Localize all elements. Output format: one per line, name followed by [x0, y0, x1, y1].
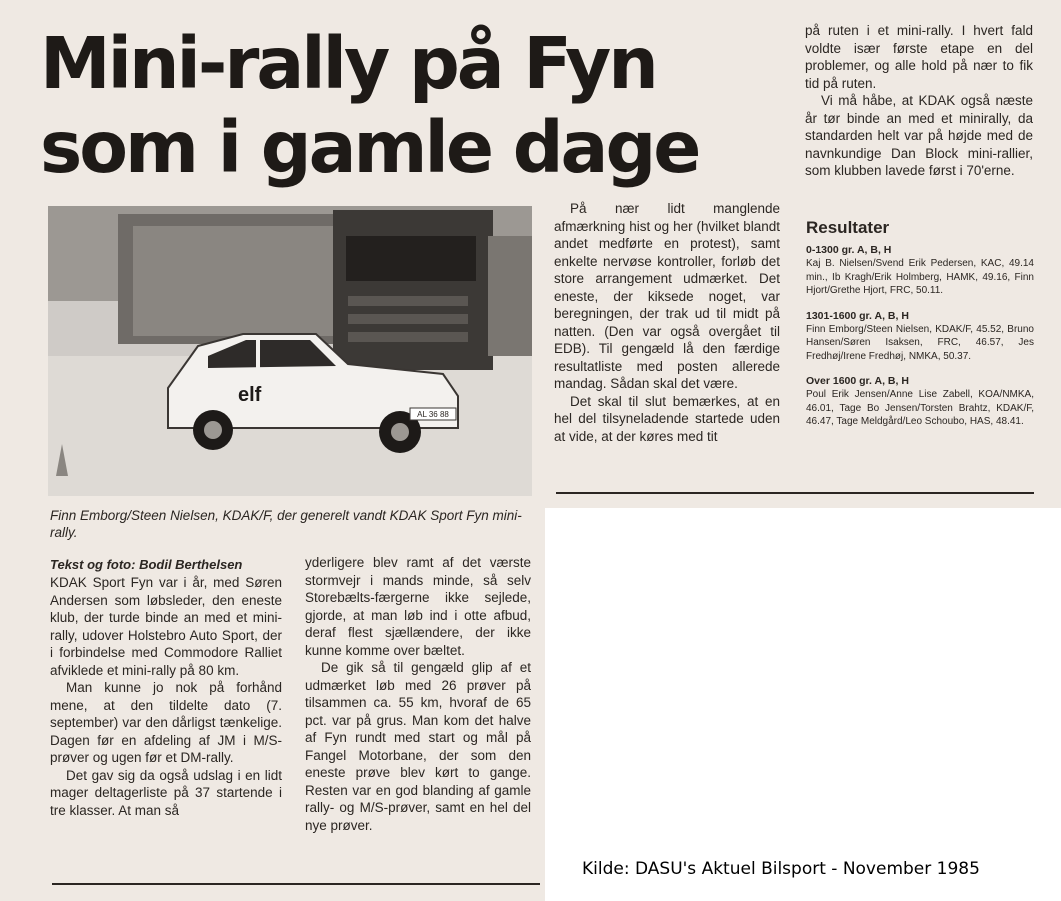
results-class-text: Finn Emborg/Steen Nielsen, KDAK/F, 45.52, Bruno Hansen/Søren Isaksen, FRC, 46.57, Jes Fredhøj/Irene Fredhøj, NMKA, 50.37. [806, 323, 1034, 362]
paragraph: Man kunne jo nok på forhånd mene, at den tildelte dato (7. september) var den dårligst tænkelige. Dagen før en afdeling af JM i M/S-prøver og ugen før et DM-rally. [50, 680, 282, 765]
divider-rule [52, 883, 540, 885]
car-decal: elf [238, 384, 262, 406]
paragraph: yderligere blev ramt af det værste stormvejr i mands minde, så selv Storebælts-færgerne ikke sejlede, gjorde, at man løb ind i otte afbud, deraf flest sjællændere, der ikke kunne komme over bæltet. [305, 555, 531, 658]
license-plate: AL 36 88 [417, 410, 449, 419]
results-heading: Resultater [806, 218, 890, 237]
column-middle [554, 200, 780, 445]
photo-caption: Finn Emborg/Steen Nielsen, KDAK/F, der generelt vandt KDAK Sport Fyn mini-rally. [50, 508, 522, 540]
results-box [806, 218, 1034, 441]
rally-car-photo [48, 206, 532, 496]
paragraph: Vi må håbe, at KDAK også næste år tør binde an med et minirally, da standarden helt var på højde med de navnkundige Dan Block mini-rallier, som klubben lavede først i 70'erne. [805, 93, 1033, 178]
paragraph: På nær lidt manglende afmærkning hist og her (hvilket blandt andet medførte en protest), samt enkelte nervøse kontroller, forløb det store arrangement udmærket. Det eneste, der kiksede noget, var beregningen, der trak ud til midt på natten. (Den var også overgået til EDB). Til gengæld lå den færdige resultatliste med posten allerede mandag. Sådan skal det være. [554, 201, 780, 391]
divider-rule [556, 492, 1034, 494]
results-class-title: 0-1300 gr. A, B, H [806, 244, 892, 256]
results-class-title: Over 1600 gr. A, B, H [806, 375, 909, 387]
source-credit: Kilde: DASU's Aktuel Bilsport - November 1985 [582, 859, 980, 879]
column-right-top [805, 22, 1033, 180]
photo-illustration [48, 206, 532, 496]
paragraph: Det gav sig da også udslag i en lidt mager deltagerliste på 37 startende i tre klasser. At man så [50, 767, 282, 818]
paragraph: De gik så til gengæld glip af et udmærket løb med 26 prøver på tilsammen ca. 55 km, hvoraf de 65 pct. var på grus. Man kom det halve af Fyn rundt med start og mål på Fangel Motorbane, der som den eneste prøve blev kørt to gange. Resten var en god blanding af gamle rally- og M/S-prøver, samt en hel del nye prøver. [305, 660, 531, 833]
paragraph: på ruten i et mini-rally. I hvert fald voldte især første etape en del problemer, og alle hold på nær to fik tid på ruten. [805, 23, 1033, 91]
paragraph: KDAK Sport Fyn var i år, med Søren Andersen som løbsleder, den eneste klub, der turde binde an med et mini-rally, udover Holstebro Auto Sport, der i forbindelse med Commodore Ralliet afviklede et mini-rally på 80 km. [50, 575, 282, 678]
headline-line-1: Mini-rally på Fyn [40, 22, 656, 105]
results-class-title: 1301-1600 gr. A, B, H [806, 309, 909, 322]
column-bottom-middle [305, 554, 531, 834]
column-bottom-left [50, 574, 282, 819]
paragraph: Det skal til slut bemærkes, at en hel del tilsyneladende startede uden at vide, at der køres med tit [554, 393, 780, 444]
byline: Tekst og foto: Bodil Berthelsen [50, 557, 243, 572]
results-class-text: Poul Erik Jensen/Anne Lise Zabell, KOA/NMKA, 46.01, Tage Bo Jensen/Torsten Brahtz, KDAK/F, 46.47, Tage Meldgård/Leo Schoubo, HAS, 48.41. [806, 389, 1034, 427]
headline-line-2: som i gamle dage [40, 106, 699, 189]
results-class-text: Kaj B. Nielsen/Svend Erik Pedersen, KAC, 49.14 min., Ib Kragh/Erik Holmberg, HAMK, 49.16, Finn Hjort/Grethe Hjort, FRC, 50.11. [806, 258, 1034, 296]
